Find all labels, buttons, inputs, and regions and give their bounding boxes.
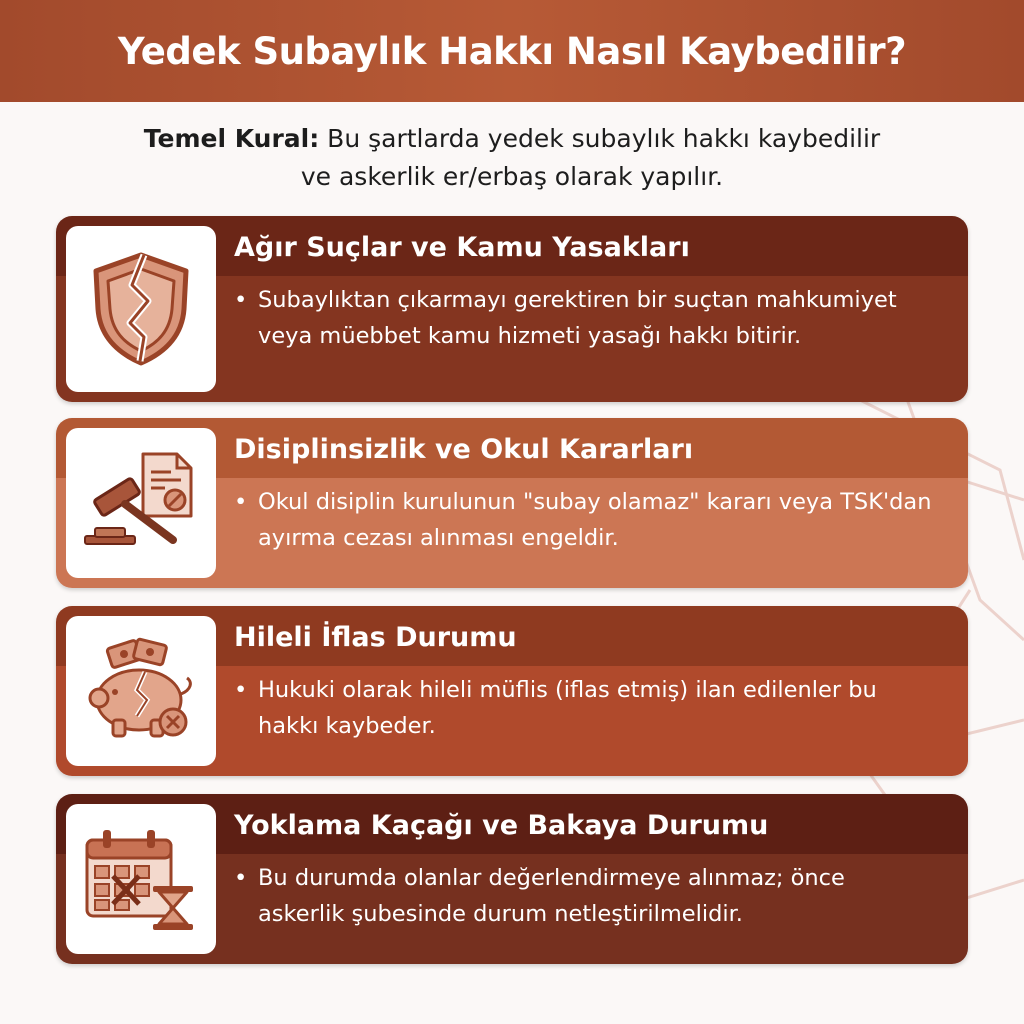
- rule-line-2: ve askerlik er/erbaş olarak yapılır.: [300, 162, 724, 191]
- bullet: •: [234, 489, 248, 515]
- card-text-content: Subaylıktan çıkarmayı gerektiren bir suçtan mahkumiyet veya müebbet kamu hizmeti yasağı hakkı bitirir.: [258, 287, 897, 349]
- bullet: •: [234, 287, 248, 313]
- card-draft-evasion: [56, 794, 968, 964]
- card-text: [234, 672, 938, 744]
- card-icon-box: [66, 428, 216, 578]
- card-title: Ağır Suçlar ve Kamu Yasakları: [234, 232, 690, 263]
- card-text-content: Bu durumda olanlar değerlendirmeye alınmaz; önce askerlik şubesinde durum netleştirilmelidir.: [258, 865, 845, 927]
- card-text: [234, 282, 938, 354]
- card-title: Disiplinsizlik ve Okul Kararları: [234, 434, 694, 465]
- card-title: Hileli İflas Durumu: [234, 622, 517, 653]
- header-banner: [0, 0, 1024, 102]
- card-severe-crimes: [56, 216, 968, 402]
- gavel-document-icon: [81, 448, 201, 558]
- card-title: Yoklama Kaçağı ve Bakaya Durumu: [234, 810, 769, 841]
- broken-piggy-bank-icon: [81, 636, 201, 746]
- rule-label: Temel Kural:: [143, 124, 320, 153]
- card-text-content: Okul disiplin kurulunun "subay olamaz" kararı veya TSK'dan ayırma cezası alınması engeldir.: [258, 489, 932, 551]
- rule-line-1: Bu şartlarda yedek subaylık hakkı kaybedilir: [319, 124, 881, 153]
- card-text: [234, 484, 938, 556]
- calendar-hourglass-icon: [81, 824, 201, 934]
- page-title: Yedek Subaylık Hakkı Nasıl Kaybedilir?: [117, 29, 907, 73]
- card-fraudulent-bankruptcy: [56, 606, 968, 776]
- card-text: [234, 860, 938, 932]
- broken-shield-icon: [86, 249, 196, 369]
- card-discipline: [56, 418, 968, 588]
- card-icon-box: [66, 616, 216, 766]
- card-icon-box: [66, 226, 216, 392]
- bullet: •: [234, 677, 248, 703]
- basic-rule: [60, 120, 964, 196]
- card-text-content: Hukuki olarak hileli müflis (iflas etmiş) ilan edilenler bu hakkı kaybeder.: [258, 677, 877, 739]
- card-icon-box: [66, 804, 216, 954]
- bullet: •: [234, 865, 248, 891]
